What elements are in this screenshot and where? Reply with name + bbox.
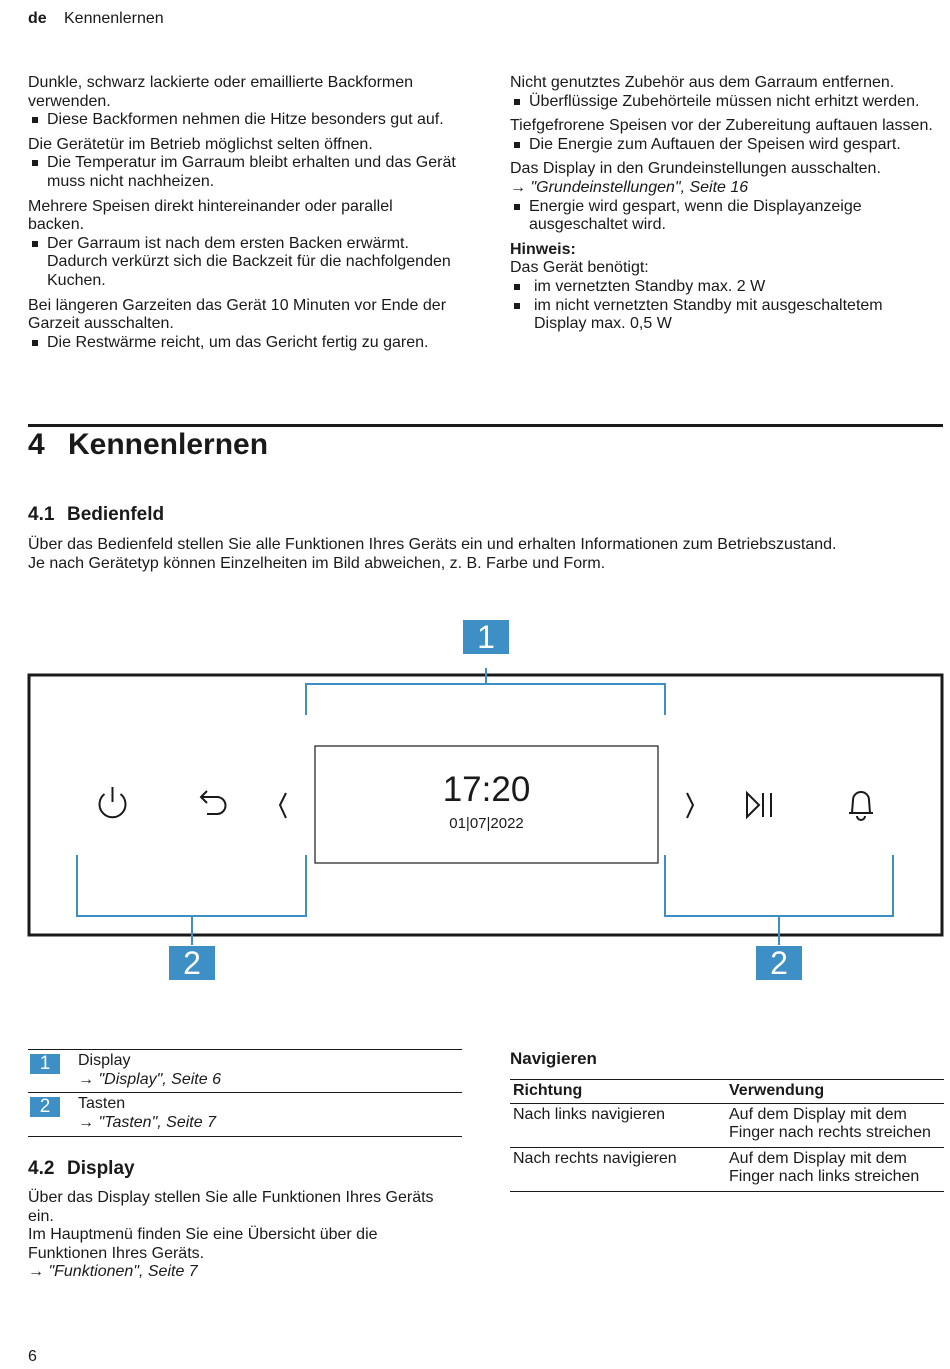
legend-row xyxy=(28,1093,462,1137)
navigate-table xyxy=(510,1079,944,1192)
section-text: Im Hauptmenü finden Sie eine Übersicht über die Funktionen Ihres Geräts. xyxy=(28,1226,378,1262)
arrow-icon: → xyxy=(78,1114,94,1131)
keys-bracket-left xyxy=(77,855,306,945)
section-intro xyxy=(28,536,943,573)
tip-bullet: Der Garraum ist nach dem ersten Backen erwärmt. Dadurch verkürzt sich die Backzeit für die nachfolgenden Kuchen. xyxy=(28,235,452,291)
play-pause-icon xyxy=(747,793,771,817)
navigate-title: Navigieren xyxy=(510,1049,597,1068)
tip-block xyxy=(510,74,940,111)
bell-icon xyxy=(849,792,873,820)
chapter-rule xyxy=(28,424,943,427)
tip-text: Dunkle, schwarz lackierte oder emaillierte Backformen verwenden. xyxy=(28,74,414,110)
tip-text: Die Gerätetür im Betrieb möglichst selten öffnen. xyxy=(28,135,373,153)
tip-bullet: Überflüssige Zubehörteile müssen nicht erhitzt werden. xyxy=(510,93,940,112)
section-heading xyxy=(28,504,164,526)
tip-text: Mehrere Speisen direkt hintereinander oder parallel backen. xyxy=(28,197,393,234)
note-title: Hinweis: xyxy=(510,240,576,258)
display-time: 17:20 xyxy=(442,770,531,809)
header-language: de xyxy=(28,10,47,27)
tip-block xyxy=(28,198,458,291)
legend-number: 1 xyxy=(30,1054,60,1074)
tip-text: Tiefgefrorene Speisen vor der Zubereitung auftauen lassen. xyxy=(510,117,933,135)
callout-keys-right: 2 xyxy=(756,946,802,980)
section-body xyxy=(28,1189,456,1282)
legend-row xyxy=(28,1049,462,1093)
column-header: Richtung xyxy=(510,1080,726,1104)
table-cell: Auf dem Display mit dem Finger nach links streichen xyxy=(726,1147,944,1191)
tip-block xyxy=(28,136,458,192)
keys-bracket-right xyxy=(665,855,893,945)
tip-bullet: Die Restwärme reicht, um das Gericht fertig zu garen. xyxy=(28,334,452,353)
tip-bullet: Die Temperatur im Garraum bleibt erhalten und das Gerät muss nicht nachheizen. xyxy=(28,154,458,191)
tip-block xyxy=(510,117,940,154)
header-title: Kennenlernen xyxy=(64,10,164,27)
chevron-left-icon xyxy=(280,793,286,818)
back-icon xyxy=(201,791,226,814)
cross-reference[interactable] xyxy=(28,1263,456,1282)
legend-label: Display xyxy=(78,1052,131,1069)
section-text: Je nach Gerätetyp können Einzelheiten im Bild abweichen, z. B. Farbe und Form. xyxy=(28,554,606,572)
section-title: Display xyxy=(67,1158,135,1179)
cross-reference-text: "Display", Seite 6 xyxy=(98,1071,221,1088)
section-title: Bedienfeld xyxy=(67,504,165,525)
table-cell: Nach rechts navigieren xyxy=(510,1147,726,1191)
tip-bullet: Die Energie zum Auftauen der Speisen wird gespart. xyxy=(510,136,924,155)
legend-number: 2 xyxy=(30,1097,60,1117)
cross-reference[interactable] xyxy=(78,1071,221,1090)
tip-bullet: Energie wird gespart, wenn die Displayanzeige ausgeschaltet wird. xyxy=(510,198,940,235)
left-column xyxy=(28,74,458,358)
arrow-icon: → xyxy=(28,1263,44,1281)
table-cell: Auf dem Display mit dem Finger nach rechts streichen xyxy=(726,1103,944,1147)
tip-block xyxy=(28,74,458,130)
tip-bullet: Diese Backformen nehmen die Hitze besonders gut auf. xyxy=(28,111,457,130)
arrow-icon: → xyxy=(510,178,526,196)
cross-reference-text: "Grundeinstellungen", Seite 16 xyxy=(530,178,749,196)
callout-display: 1 xyxy=(463,620,509,654)
chevron-right-icon xyxy=(687,793,693,818)
note-item: im vernetzten Standby max. 2 W xyxy=(510,278,940,297)
tip-block xyxy=(510,160,940,234)
tip-text: Bei längeren Garzeiten das Gerät 10 Minuten vor Ende der Garzeit ausschalten. xyxy=(28,296,447,333)
table-row xyxy=(510,1147,944,1191)
right-column xyxy=(510,74,940,334)
section-number: 4.1 xyxy=(28,504,55,525)
section-text: Über das Display stellen Sie alle Funktionen Ihres Geräts ein. xyxy=(28,1189,434,1225)
chapter-title: Kennenlernen xyxy=(68,428,269,461)
chapter-number: 4 xyxy=(28,428,45,461)
table-header-row xyxy=(510,1080,944,1104)
legend-table xyxy=(28,1049,462,1137)
section-heading xyxy=(28,1158,135,1180)
display-date: 01|07|2022 xyxy=(449,815,524,832)
section-number: 4.2 xyxy=(28,1158,55,1179)
tip-text: Nicht genutztes Zubehör aus dem Garraum entfernen. xyxy=(510,74,895,91)
page-number: 6 xyxy=(28,1348,37,1365)
tip-text: Das Display in den Grundeinstellungen ausschalten. xyxy=(510,160,881,178)
arrow-icon: → xyxy=(78,1071,94,1088)
cross-reference[interactable] xyxy=(78,1114,216,1133)
cross-reference-text: "Funktionen", Seite 7 xyxy=(48,1263,198,1281)
callout-keys-left: 2 xyxy=(169,946,215,980)
tip-block xyxy=(28,297,458,353)
note-item: im nicht vernetzten Standby mit ausgeschaltetem Display max. 0,5 W xyxy=(510,297,934,334)
column-header: Verwendung xyxy=(726,1080,944,1104)
power-icon xyxy=(100,787,126,817)
legend-label: Tasten xyxy=(78,1095,126,1112)
section-text: Über das Bedienfeld stellen Sie alle Funktionen Ihres Geräts ein und erhalten Informationen zum Betriebszustand. xyxy=(28,536,837,553)
table-row xyxy=(510,1103,944,1147)
table-cell: Nach links navigieren xyxy=(510,1103,726,1147)
note-intro: Das Gerät benötigt: xyxy=(510,259,649,277)
cross-reference-text: "Tasten", Seite 7 xyxy=(98,1114,216,1131)
chapter-heading xyxy=(28,428,268,462)
note xyxy=(510,241,940,334)
cross-reference[interactable] xyxy=(510,179,940,198)
